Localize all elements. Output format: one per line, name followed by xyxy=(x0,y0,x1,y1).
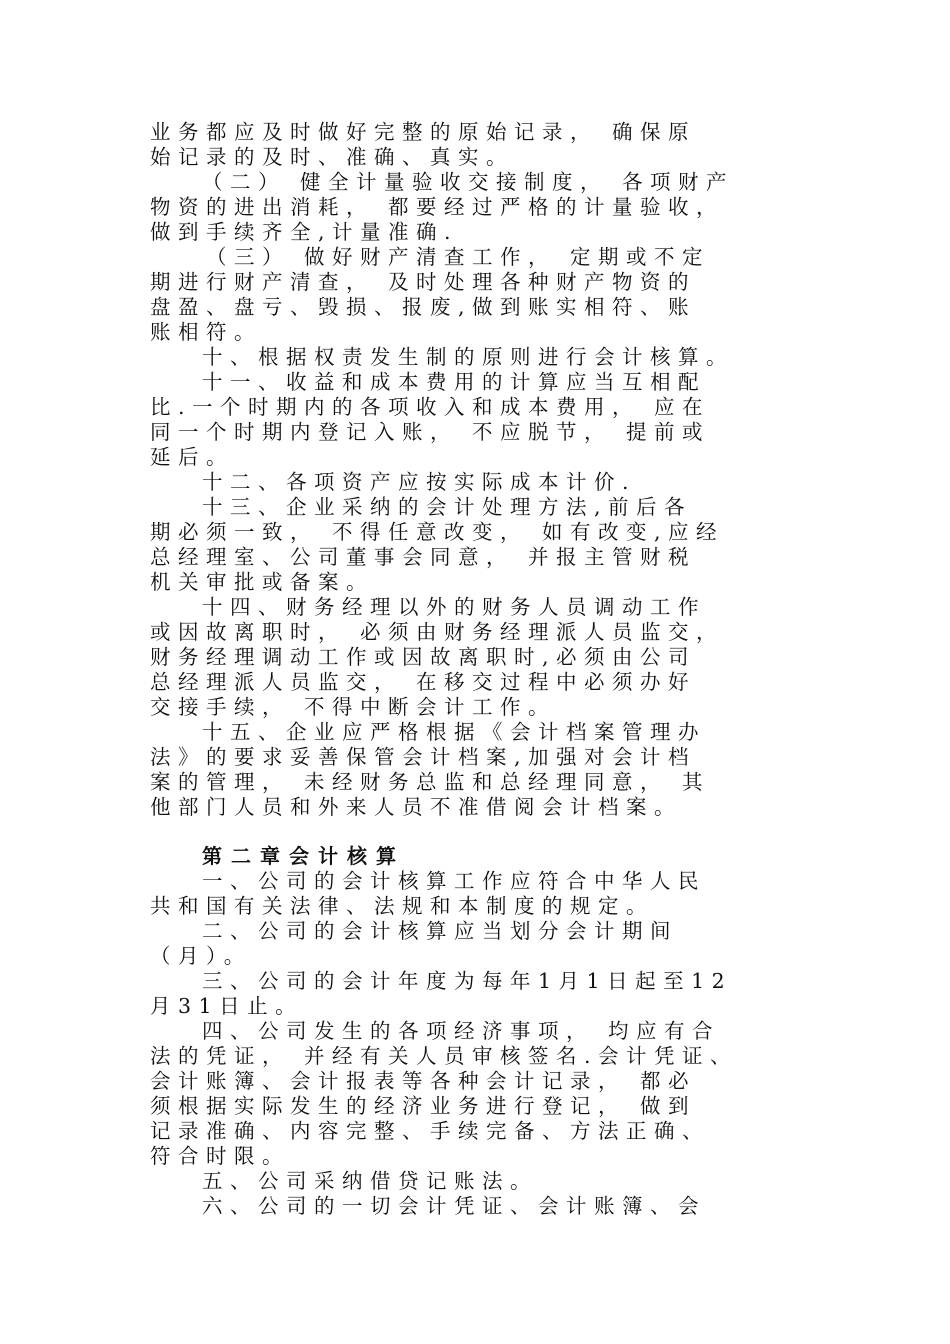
text-line: 十二、各项资产应按实际成本计价. xyxy=(202,470,637,494)
text-line: 期必须一致， 不得任意改变， 如有改变,应经 xyxy=(150,520,725,544)
text-line: （月）。 xyxy=(150,944,252,968)
text-line: 交接手续， 不得中断会计工作。 xyxy=(150,695,557,719)
text-line: 月31日止。 xyxy=(150,994,304,1018)
text-line: 六、公司的一切会计凭证、会计账簿、会 xyxy=(202,1194,706,1218)
text-line: （二） 健全计量验收交接制度， 各项财产 xyxy=(202,170,735,194)
text-line: （三） 做好财产清查工作， 定期或不定 xyxy=(206,245,711,269)
text-line: 一、公司的会计核算工作应符合中华人民 xyxy=(202,869,706,893)
text-line: 物资的进出消耗， 都要经过严格的计量验收， xyxy=(150,195,725,219)
text-line: 五、公司采纳借贷记账法。 xyxy=(202,1169,538,1193)
text-line: 他部门人员和外来人员不准借阅会计档案。 xyxy=(150,795,682,819)
text-line: 期进行财产清查， 及时处理各种财产物资的 xyxy=(150,270,697,294)
chapter-heading: 第二章会计核算 xyxy=(202,844,405,868)
text-line: 十四、财务经理以外的财务人员调动工作 xyxy=(202,595,706,619)
text-line: 共和国有关法律、法规和本制度的规定。 xyxy=(150,894,654,918)
text-line: 延后。 xyxy=(150,445,234,469)
text-line: 或因故离职时， 必须由财务经理派人员监交， xyxy=(150,620,725,644)
text-line: 符合时限。 xyxy=(150,1144,290,1168)
text-line: 案的管理， 未经财务总监和总经理同意， 其 xyxy=(150,770,711,794)
text-line: 会计账簿、会计报表等各种会计记录， 都必 xyxy=(150,1069,697,1093)
text-line: 总经理派人员监交， 在移交过程中必须办好 xyxy=(150,670,697,694)
text-line: 十五、企业应严格根据《会计档案管理办 xyxy=(202,720,706,744)
text-line: 须根据实际发生的经济业务进行登记， 做到 xyxy=(150,1094,697,1118)
text-line: 同一个时期内登记入账， 不应脱节， 提前或 xyxy=(150,420,711,444)
text-line: 四、公司发生的各项经济事项， 均应有合 xyxy=(202,1019,721,1043)
text-line: 始记录的及时、准确、真实。 xyxy=(150,145,514,169)
text-line: 记录准确、内容完整、手续完备、方法正确、 xyxy=(150,1119,710,1143)
text-line: 账相符。 xyxy=(150,320,262,344)
text-line: 总经理室、公司董事会同意， 并报主管财税 xyxy=(150,545,697,569)
text-line: 法》的要求妥善保管会计档案,加强对会计档 xyxy=(150,745,697,769)
text-line: 三、公司的会计年度为每年1月1日起至12 xyxy=(202,969,733,993)
text-line: 二、公司的会计核算应当划分会计期间 xyxy=(202,919,678,943)
text-line: 盘盈、盘亏、毁损、报废,做到账实相符、账 xyxy=(150,295,697,319)
text-line: 十、根据权责发生制的原则进行会计核算。 xyxy=(202,345,734,369)
text-line: 十一、收益和成本费用的计算应当互相配 xyxy=(202,370,706,394)
text-line: 业务都应及时做好完整的原始记录， 确保原 xyxy=(150,120,697,144)
document-body xyxy=(150,120,810,1219)
text-line: 财务经理调动工作或因故离职时,必须由公司 xyxy=(150,645,697,669)
text-line: 做到手续齐全,计量准确. xyxy=(150,220,459,244)
text-line: 法的凭证， 并经有关人员审核签名.会计凭证、 xyxy=(150,1044,739,1068)
text-line: 十三、企业采纳的会计处理方法,前后各 xyxy=(202,495,693,519)
section-gap xyxy=(150,820,810,844)
text-line: 机关审批或备案。 xyxy=(150,570,374,594)
text-line: 比.一个时期内的各项收入和成本费用， 应在 xyxy=(150,395,711,419)
